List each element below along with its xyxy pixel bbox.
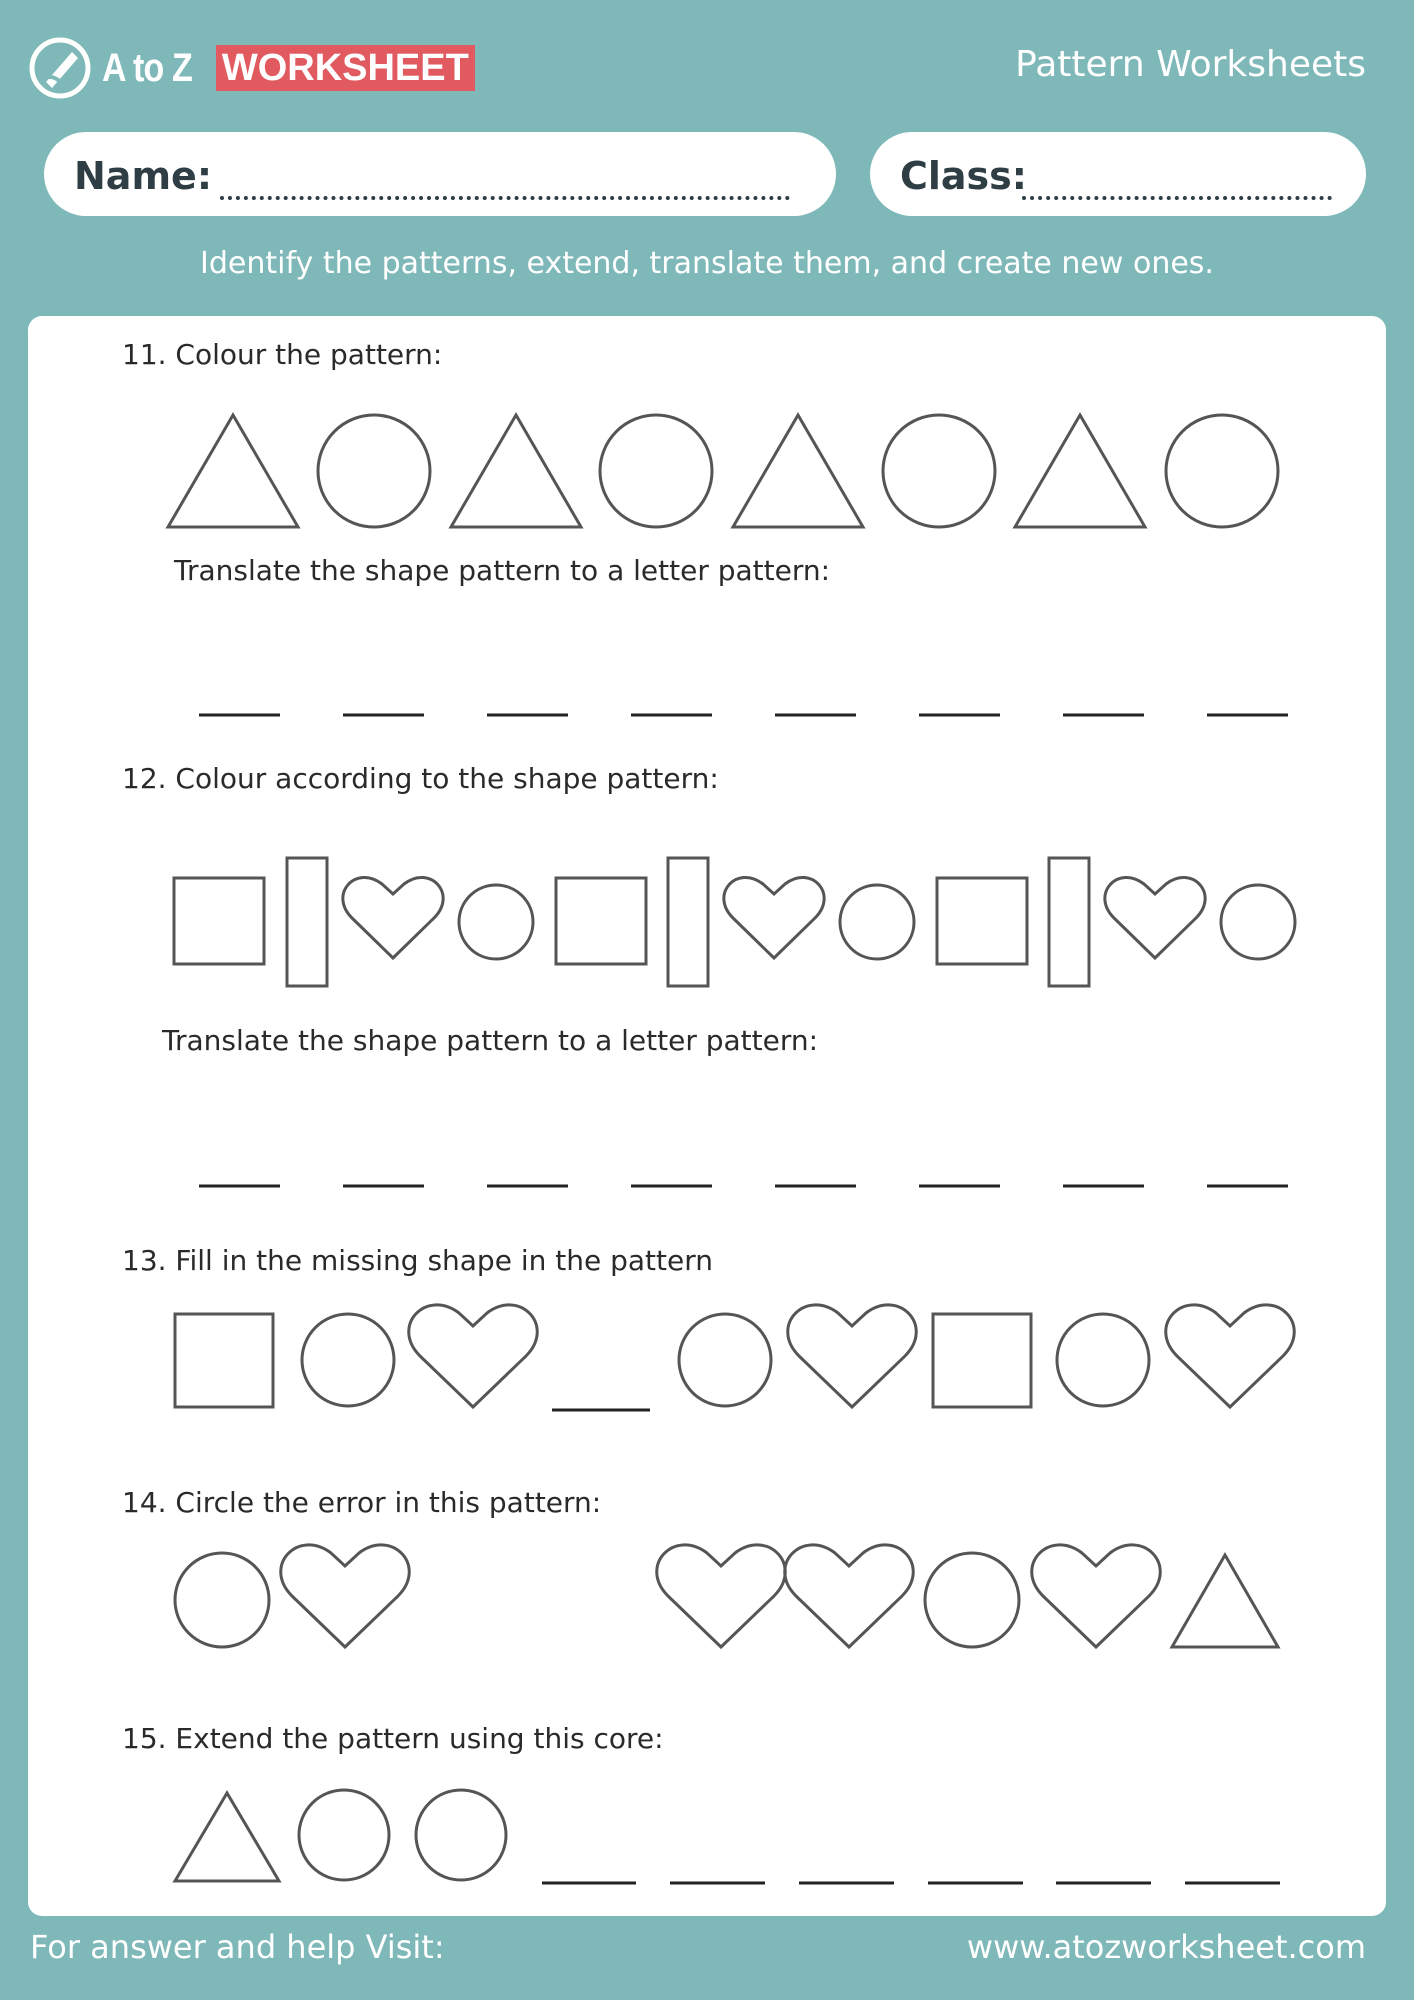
triangle-shape [168,415,298,527]
heart-shape [409,1305,537,1407]
worksheet-panel [28,316,1386,1916]
circle-shape [679,1314,771,1406]
circle-shape [883,415,995,527]
heart-shape [343,877,443,958]
q13-prompt: 13. Fill in the missing shape in the pattern [122,1244,713,1277]
triangle-shape [451,415,581,527]
q12-translate-prompt: Translate the shape pattern to a letter pattern: [162,1024,819,1057]
circle-shape [1166,415,1278,527]
heart-shape [657,1545,785,1647]
square-shape [556,878,646,964]
q14-prompt: 14. Circle the error in this pattern: [122,1486,602,1519]
name-field[interactable] [44,132,836,216]
footer-help-text: For answer and help Visit: [30,1928,445,1966]
square-shape [175,1314,273,1407]
heart-shape [1105,877,1205,958]
circle-shape [925,1553,1019,1647]
class-field[interactable] [870,132,1366,216]
triangle-shape [175,1793,279,1881]
triangle-shape [733,415,863,527]
class-label: Class: [900,154,1027,198]
circle-shape [840,885,914,959]
brand-badge: WORKSHEET [216,45,475,91]
heart-shape [785,1545,913,1647]
circle-shape [1057,1314,1149,1406]
name-label: Name: [74,154,213,198]
tall-rect-shape [1049,858,1089,986]
heart-shape [788,1305,916,1407]
circle-shape [600,415,712,527]
instructions: Identify the patterns, extend, translate them, and create new ones. [200,246,1214,281]
page-title: Pattern Worksheets [1015,44,1366,85]
triangle-shape [1172,1555,1278,1647]
heart-shape [724,877,824,958]
q15-prompt: 15. Extend the pattern using this core: [122,1722,664,1755]
heart-shape [281,1545,409,1647]
square-shape [937,878,1027,964]
footer-website-link[interactable]: www.atozworksheet.com [966,1928,1366,1966]
q11-translate-prompt: Translate the shape pattern to a letter pattern: [174,554,831,587]
heart-shape [1166,1305,1294,1407]
name-line[interactable] [220,196,790,200]
brand-logo [28,36,475,100]
square-shape [933,1314,1031,1407]
circle-shape [459,885,533,959]
logo-icon [28,36,92,100]
circle-shape [175,1553,269,1647]
class-line[interactable] [1022,196,1332,200]
circle-shape [299,1790,389,1880]
triangle-shape [1015,415,1145,527]
tall-rect-shape [287,858,327,986]
circle-shape [416,1790,506,1880]
q11-prompt: 11. Colour the pattern: [122,338,443,371]
circle-shape [318,415,430,527]
circle-shape [1221,885,1295,959]
circle-shape [302,1314,394,1406]
q12-prompt: 12. Colour according to the shape pattern: [122,762,719,795]
tall-rect-shape [668,858,708,986]
brand-name: A to Z [102,45,192,90]
square-shape [174,878,264,964]
heart-shape [1032,1545,1160,1647]
